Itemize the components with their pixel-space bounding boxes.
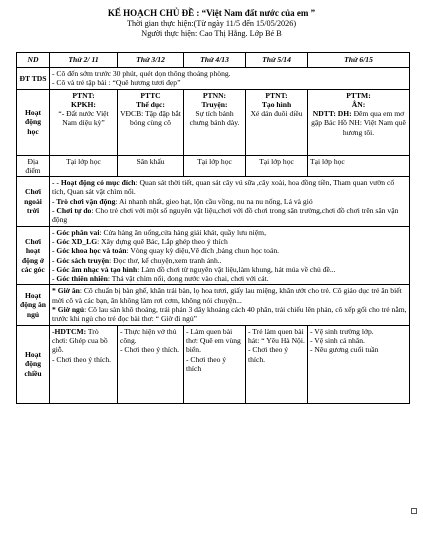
header-cell-tue: Thứ 3/12 (118, 53, 184, 68)
item-text: : Xây dựng quê Bác, Lắp ghép theo ý thích (97, 236, 228, 246)
list-item (52, 286, 407, 305)
dia-diem-fri: Tại lớp học (308, 155, 410, 177)
choi-goc-content (50, 226, 410, 285)
item-heading: - Góc khoa học và toán (52, 246, 127, 256)
table-row-an-ngu (17, 285, 410, 325)
cell-sub: Thể dục: (136, 99, 165, 109)
chieu-cell-wed (184, 325, 246, 403)
row-label-hoat-dong-hoc: Hoạt động học (17, 89, 50, 155)
list-item (52, 178, 407, 197)
item-text: : Quan sát thời tiết, quan sát cây vú sữa ,cây xoài, hoa đồng tiền, Tham quan vườn cổ tích, Quan sát vật chìm nổi. (52, 178, 395, 197)
document-title: KẾ HOẠCH CHỦ ĐỀ : “Việt Nam đất nước của em ” (107, 8, 316, 18)
item-heading: - Góc phân vai (52, 227, 100, 237)
chieu-cell-thu (246, 325, 308, 403)
cell-sub: KPKH: (71, 99, 96, 109)
list-item (52, 228, 407, 237)
cell-body: “- Đất nước Việt Nam diệu kỳ” (58, 109, 109, 128)
cell-line: - Chơi theo ý thích. (52, 354, 112, 364)
table-row-choi-goc (17, 226, 410, 285)
cell-sub: Tạo hình (261, 99, 292, 109)
cell-line: - Thực hiện vở thủ công. (120, 326, 177, 345)
header-cell-mon: Thứ 2/ 11 (50, 53, 118, 68)
hdh-cell-thu (246, 89, 308, 155)
chieu-cell-mon (50, 325, 118, 403)
hdh-cell-mon (50, 89, 118, 155)
table-row-dt (17, 68, 410, 90)
item-heading: * Giờ ngủ (52, 305, 85, 315)
table-header-row (17, 53, 410, 68)
item-text: : Làm đồ chơi từ nguyên vật liệu,làm khung, hát múa về chủ đề... (137, 264, 336, 274)
an-ngu-content (50, 285, 410, 325)
cell-line: - Nêu gương cuối tuần (310, 345, 379, 355)
cell-body: Xé dán đuôi diều (250, 109, 303, 119)
dia-diem-wed: Tại lớp học (184, 155, 246, 177)
hdh-cell-fri (308, 89, 410, 155)
cell-line: - Làm quen bài thơ: Quê em vùng biển. (186, 326, 241, 355)
cell-body: Đêm qua em mơ gặp Bác Hồ NH: Việt Nam quê hương tôi. (311, 109, 406, 137)
item-heading: - Góc âm nhạc và tạo hình (52, 264, 138, 274)
list-item (52, 256, 407, 265)
document-header (0, 8, 423, 39)
cell-sub2: NDTT: DH: (312, 109, 352, 119)
item-text: : Đọc thơ, kể chuyện,xem tranh ảnh.. (109, 255, 222, 265)
header-cell-thu: Thứ 5/14 (246, 53, 308, 68)
cell-sub: ÂN: (351, 99, 366, 109)
cell-head: PTTM: (346, 90, 371, 100)
list-item (52, 206, 407, 225)
document-author: Người thực hiện: Cao Thị Hằng. Lớp Bé B (141, 29, 282, 38)
table-resize-handle[interactable] (411, 508, 417, 514)
item-text: : Cô lau sàn khô thoáng, trải phản 3 dây khoảng cách 40 phân, trải chiếu lên phản, cô xếp gối cho trẻ nằm, trước khi ngủ cho trẻ đọc bài thơ: “ Giờ đi ngủ” (52, 305, 407, 324)
item-text: : Cửa hàng ăn uống,cửa hàng giải khát, quầy lưu niệm, (99, 227, 266, 237)
item-heading: - - Hoạt động có mục đích (52, 178, 136, 188)
item-text: : Cô chuẩn bị bàn ghế, khăn trải bàn, lọ hoa tươi, giấy lau miệng, khăn ướt cho trẻ. Cô giáo dục trẻ ăn biết mời cô và các bạn, ăn không làm rơi cơm, không nói chuyện... (52, 286, 402, 305)
cell-head: PTNT: (265, 90, 288, 100)
cell-line (52, 327, 115, 355)
item-text: : Cho trẻ chơi với một số nguyên vật liệu,chơi với đồ chơi trong sân trường,chơi đồ chơi trên sân vận động (52, 206, 399, 225)
list-item (52, 246, 407, 255)
item-text: : Thả vật chìm nổi, đong nước vào chai, chơi với cát. (107, 274, 269, 284)
chieu-cell-fri (308, 325, 410, 403)
cell-sub: Truyện: (201, 99, 228, 109)
cell-head: PTTC (140, 90, 161, 100)
item-text: : Vòng quay kỳ diệu,Vẽ đích ,bảng chun học toán. (126, 246, 280, 256)
cell-body-wrap (310, 109, 407, 137)
dt-content (50, 68, 410, 90)
row-label-chieu: Hoạt động chiều (17, 325, 50, 403)
item-heading: - Trò chơi vận động (52, 196, 116, 206)
item-heading: - Góc thiên nhiên (52, 274, 108, 284)
choi-ngoai-troi-content (50, 177, 410, 226)
list-item (52, 197, 407, 206)
dt-line: - Cô và trẻ tập bài : “Quê hương tươi đẹp” (52, 78, 181, 88)
hdh-cell-tue (118, 89, 184, 155)
cell-line: - Chơi theo ý thích (186, 354, 227, 373)
cell-head: PTNN: (202, 90, 227, 100)
cell-line: - Trẻ làm quen bài hát: “ Yêu Hà Nội. (248, 326, 305, 345)
cell-line: - Chơi theo ý thích. (248, 345, 289, 364)
table-row-hoat-dong-hoc (17, 89, 410, 155)
item-heading: - Góc sách truyện (52, 255, 110, 265)
row-label-choi-ngoai-troi: Chơi ngoài trời (17, 177, 50, 226)
cell-line: - Chơi theo ý thích. (120, 345, 180, 355)
cell-line-text: Trò chơi: Ghép cua bồ giỗ. (52, 326, 108, 355)
header-cell-fri: Thứ 6/15 (308, 53, 410, 68)
chieu-cell-tue (118, 325, 184, 403)
item-text: : Ai nhanh nhất, gieo hạt, lộn cầu vồng, nu na nu nống, Lá và gió (115, 196, 313, 206)
table-row-choi-ngoai-troi (17, 177, 410, 226)
item-heading: * Giờ ăn (52, 286, 80, 296)
list-item (52, 305, 407, 324)
cell-body: VĐCB: Tập đập bắt bóng cùng cô (120, 109, 181, 128)
plan-table (16, 52, 410, 404)
dt-line: - Cô đến sớm trước 30 phút, quét dọn thông thoáng phòng. (52, 69, 231, 78)
dia-diem-mon: Tại lớp học (50, 155, 118, 177)
header-cell-nd: ND (17, 53, 50, 68)
list-item (52, 274, 407, 283)
list-item (52, 237, 407, 246)
row-label-dia-diem: Địa điểm (17, 155, 50, 177)
header-cell-wed: Thứ 4/13 (184, 53, 246, 68)
document-time: Thời gian thực hiện:(Từ ngày 11/5 đến 15/05/2026) (126, 19, 297, 28)
item-heading: - Chơi tự do (52, 206, 92, 216)
cell-line: - Vệ sinh trường lớp. (310, 326, 374, 336)
cell-line-heading: -HDTCM: (52, 326, 87, 336)
row-label-choi-goc: Chơi hoạt động ở các góc (17, 226, 50, 285)
list-item (52, 265, 407, 274)
row-label-an-ngu: Hoạt động ăn ngủ (17, 285, 50, 325)
cell-body: Sự tích bánh chưng bánh dày. (189, 109, 240, 128)
dia-diem-tue: Sân khấu (118, 155, 184, 177)
cell-head: PTNT: (72, 90, 95, 100)
hdh-cell-wed (184, 89, 246, 155)
table-row-chieu (17, 325, 410, 403)
item-heading: - Góc XD_LG (52, 236, 98, 246)
dia-diem-thu: Tại lớp học (246, 155, 308, 177)
cell-line: - Vệ sinh cá nhân. (310, 335, 365, 345)
row-label-dt: ĐT TDS (17, 68, 50, 90)
table-row-dia-diem (17, 155, 410, 177)
